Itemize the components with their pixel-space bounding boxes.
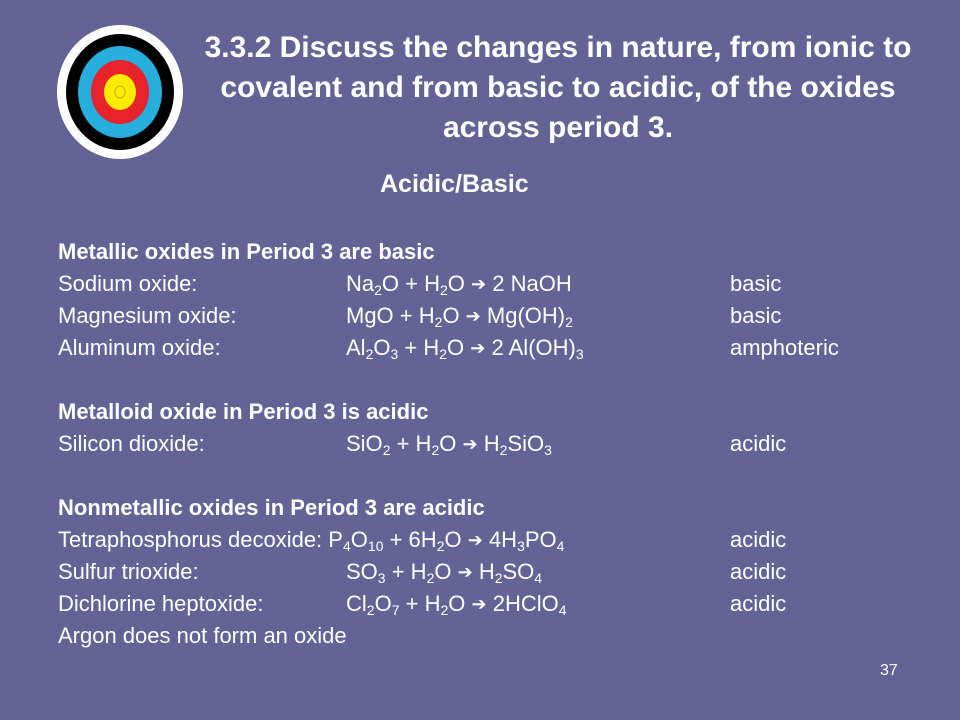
- arrow-icon: ➔: [462, 434, 478, 454]
- argon-note: Argon does not form an oxide: [58, 623, 347, 648]
- archery-target-icon: [56, 24, 184, 160]
- equation-silicon: $SiO_2 + H_2O$ ➔ $H_2SiO_3$: [346, 428, 552, 461]
- oxide-nature: acidic: [730, 431, 787, 456]
- arrow-icon: ➔: [467, 530, 483, 550]
- oxide-row-phosphorus: [58, 524, 787, 556]
- oxide-name-with-equation: [58, 524, 564, 557]
- oxide-row-sulfur: [58, 556, 787, 588]
- equation-sulfur: $SO_3 + H_2O$ ➔ $H_2SO_4$: [346, 556, 542, 589]
- arrow-icon: ➔: [457, 562, 473, 582]
- oxides-content: [58, 236, 839, 652]
- oxide-nature: basic: [730, 303, 782, 328]
- oxide-nature: amphoteric: [730, 335, 839, 360]
- oxide-nature: acidic: [730, 527, 787, 552]
- oxide-row-magnesium: [58, 300, 782, 332]
- spacer: [58, 364, 485, 396]
- oxide-nature: basic: [730, 271, 782, 296]
- section-heading-nonmetallic: Nonmetallic oxides in Period 3 are acidic: [58, 495, 485, 520]
- equation-sodium: $Na_2O + H_2O$ ➔ 2 NaOH: [346, 268, 572, 301]
- oxide-row-sodium: [58, 268, 782, 300]
- slide-title: 3.3.2 Discuss the changes in nature, from ionic to covalent and from basic to acidic, of the oxides across period 3.: [204, 31, 912, 144]
- oxide-name: Tetraphosphorus decoxide:: [58, 527, 323, 552]
- arrow-icon: ➔: [471, 274, 487, 294]
- spacer: [58, 460, 485, 492]
- oxide-name: Sulfur trioxide:: [58, 559, 199, 584]
- oxide-name: Silicon dioxide:: [58, 431, 205, 456]
- oxide-nature: acidic: [730, 559, 787, 584]
- oxide-nature: acidic: [730, 591, 787, 616]
- oxide-name: Sodium oxide:: [58, 271, 198, 296]
- equation-phosphorus: $P_4O_{10} + 6H_2O$ ➔ $4H_3PO_4$: [328, 527, 564, 552]
- equation-magnesium: MgO + $H_2O$ ➔ $Mg(OH)_2$: [346, 300, 573, 333]
- oxide-name: Magnesium oxide:: [58, 303, 237, 328]
- oxide-name: Dichlorine heptoxide:: [58, 591, 264, 616]
- slide-subtitle: Acidic/Basic: [380, 170, 529, 198]
- arrow-icon: ➔: [465, 306, 481, 326]
- section-heading-metalloid: Metalloid oxide in Period 3 is acidic: [58, 399, 429, 424]
- oxide-row-aluminum: [58, 332, 839, 364]
- equation-aluminum: $Al_2O_3 + H_2O$ ➔ 2 $Al(OH)_3$: [346, 332, 584, 365]
- equation-chlorine: $Cl_2O_7 + H_2O$ ➔ 2HClO$_4$: [346, 588, 567, 621]
- oxide-name: Aluminum oxide:: [58, 335, 221, 360]
- oxide-row-chlorine: [58, 588, 787, 620]
- section-heading-metallic: Metallic oxides in Period 3 are basic: [58, 239, 435, 264]
- page-number: 37: [880, 662, 898, 679]
- arrow-icon: ➔: [471, 594, 487, 614]
- oxide-row-silicon: [58, 428, 787, 460]
- arrow-icon: ➔: [470, 338, 486, 358]
